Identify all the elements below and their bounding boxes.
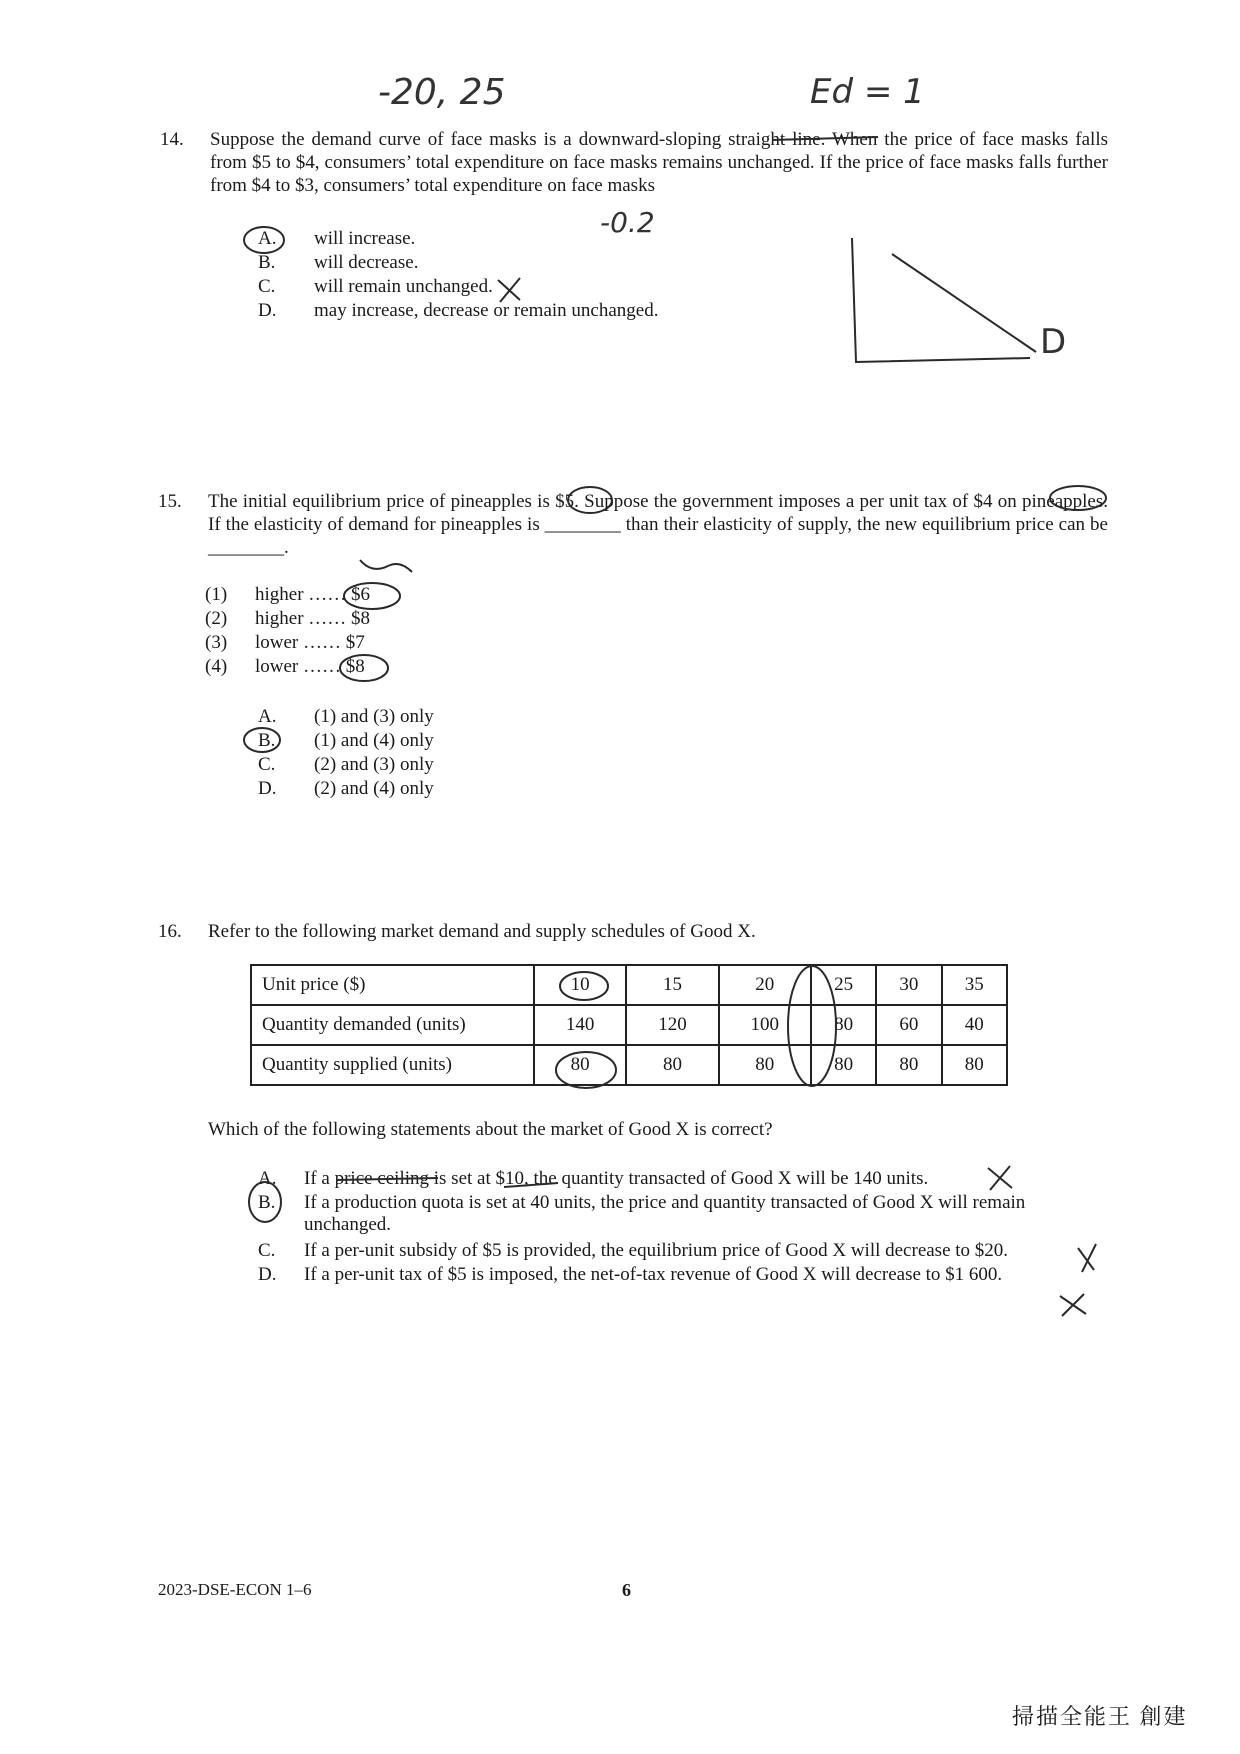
option-text: If a per-unit subsidy of $5 is provided, the equilibrium price of Good X will decrease to $20. (304, 1240, 1009, 1261)
option-text: (2) and (3) only (314, 754, 434, 775)
option-letter: B. (258, 730, 276, 751)
table-cell: 80 (534, 1045, 626, 1085)
table-row (251, 965, 1007, 1005)
table-cell: 10 (534, 965, 626, 1005)
cross-mark (498, 278, 520, 302)
row-label: Quantity demanded (units) (251, 1005, 534, 1045)
row-label: Unit price ($) (251, 965, 534, 1005)
table-cell: 100 (719, 1005, 811, 1045)
option-text: (1) and (3) only (314, 706, 434, 727)
question-number: 14. (160, 129, 184, 150)
option-text: may increase, decrease or remain unchanged. (314, 300, 659, 321)
table-cell: 80 (719, 1045, 811, 1085)
option-letter: D. (258, 1264, 277, 1285)
cross-mark (1078, 1244, 1096, 1272)
table-cell: 15 (626, 965, 718, 1005)
option-text: (1) and (4) only (314, 730, 434, 751)
table-cell: 35 (942, 965, 1007, 1005)
sketch-demand-line (892, 254, 1036, 352)
table-cell: 20 (719, 965, 811, 1005)
table-cell: 60 (876, 1005, 941, 1045)
option-text: If a price ceiling is set at $10, the quantity transacted of Good X will be 140 units. (304, 1168, 929, 1189)
item-text: lower …… $8 (255, 656, 365, 677)
question-text: Refer to the following market demand and supply schedules of Good X. (208, 921, 756, 942)
question-text: Suppose the demand curve of face masks is a downward-sloping straight line. When the price of face masks falls from $5 to $4, consumers’ total expenditure on face masks remains unchanged. If the price of face masks falls further from $4 to $3, consumers’ total expenditure on face masks (210, 129, 1108, 196)
table-cell: 30 (876, 965, 941, 1005)
q16-option-b[interactable] (258, 1192, 1108, 1238)
option-letter: A. (258, 1168, 277, 1189)
option-letter: A. (258, 228, 277, 249)
handwritten-d-label: D (1040, 322, 1067, 362)
option-letter: B. (258, 252, 276, 273)
item-text: higher …… $8 (255, 608, 371, 629)
item-number: (4) (205, 656, 228, 677)
option-letter: C. (258, 276, 276, 297)
question-number: 15. (158, 491, 182, 512)
item-number: (3) (205, 632, 228, 653)
table-cell: 80 (876, 1045, 941, 1085)
item-text: higher …… $6 (255, 584, 371, 605)
option-text: will decrease. (314, 252, 419, 273)
row-label: Quantity supplied (units) (251, 1045, 534, 1085)
option-letter: D. (258, 778, 277, 799)
table-cell: 80 (942, 1045, 1007, 1085)
question-text: The initial equilibrium price of pineapples is $5. Suppose the government imposes a per unit tax of $4 on pineapples. If the elasticity of demand for pineapples is ________ than their elasticity of supply, the new equilibrium price can be ________. (208, 491, 1108, 558)
question-16-prompt (208, 1118, 1108, 1141)
squiggle-mark (360, 560, 412, 572)
table-row (251, 1045, 1007, 1085)
table-row (251, 1005, 1007, 1045)
page-number: 6 (622, 1580, 631, 1600)
sketch-graph (852, 238, 1030, 362)
option-letter: C. (258, 754, 276, 775)
option-letter: C. (258, 1240, 276, 1261)
option-text: If a per-unit tax of $5 is imposed, the net-of-tax revenue of Good X will decrease to $1 600. (304, 1264, 1003, 1285)
handwritten-ed: Ed = 1 (810, 72, 925, 112)
item-number: (2) (205, 608, 228, 629)
option-text: If a production quota is set at 40 units, the price and quantity transacted of Good X will remain unchanged. (304, 1192, 1026, 1235)
exam-code: 2023-DSE-ECON 1–6 (158, 1580, 312, 1599)
option-text: will increase. (314, 228, 416, 249)
option-text: (2) and (4) only (314, 778, 434, 799)
prompt-text: Which of the following statements about the market of Good X is correct? (208, 1119, 773, 1140)
item-number: (1) (205, 584, 228, 605)
option-letter: D. (258, 300, 277, 321)
question-number: 16. (158, 921, 182, 942)
table-cell: 80 (811, 1045, 876, 1085)
item-text: lower …… $7 (255, 632, 365, 653)
option-letter: B. (258, 1192, 276, 1213)
handwritten-minus: -0.2 (600, 206, 655, 239)
option-text: will remain unchanged. (314, 276, 493, 297)
cross-mark (1060, 1294, 1086, 1316)
cross-mark (988, 1166, 1012, 1190)
table-cell: 80 (626, 1045, 718, 1085)
table-cell: 40 (942, 1005, 1007, 1045)
schedule-table (250, 964, 1008, 1086)
scanner-watermark: 掃描全能王 創建 (1012, 1704, 1188, 1729)
table-cell: 80 (811, 1005, 876, 1045)
table-cell: 25 (811, 965, 876, 1005)
handwritten-numbers: -20, 25 (378, 72, 506, 113)
option-letter: A. (258, 706, 277, 727)
table-cell: 120 (626, 1005, 718, 1045)
table-cell: 140 (534, 1005, 626, 1045)
